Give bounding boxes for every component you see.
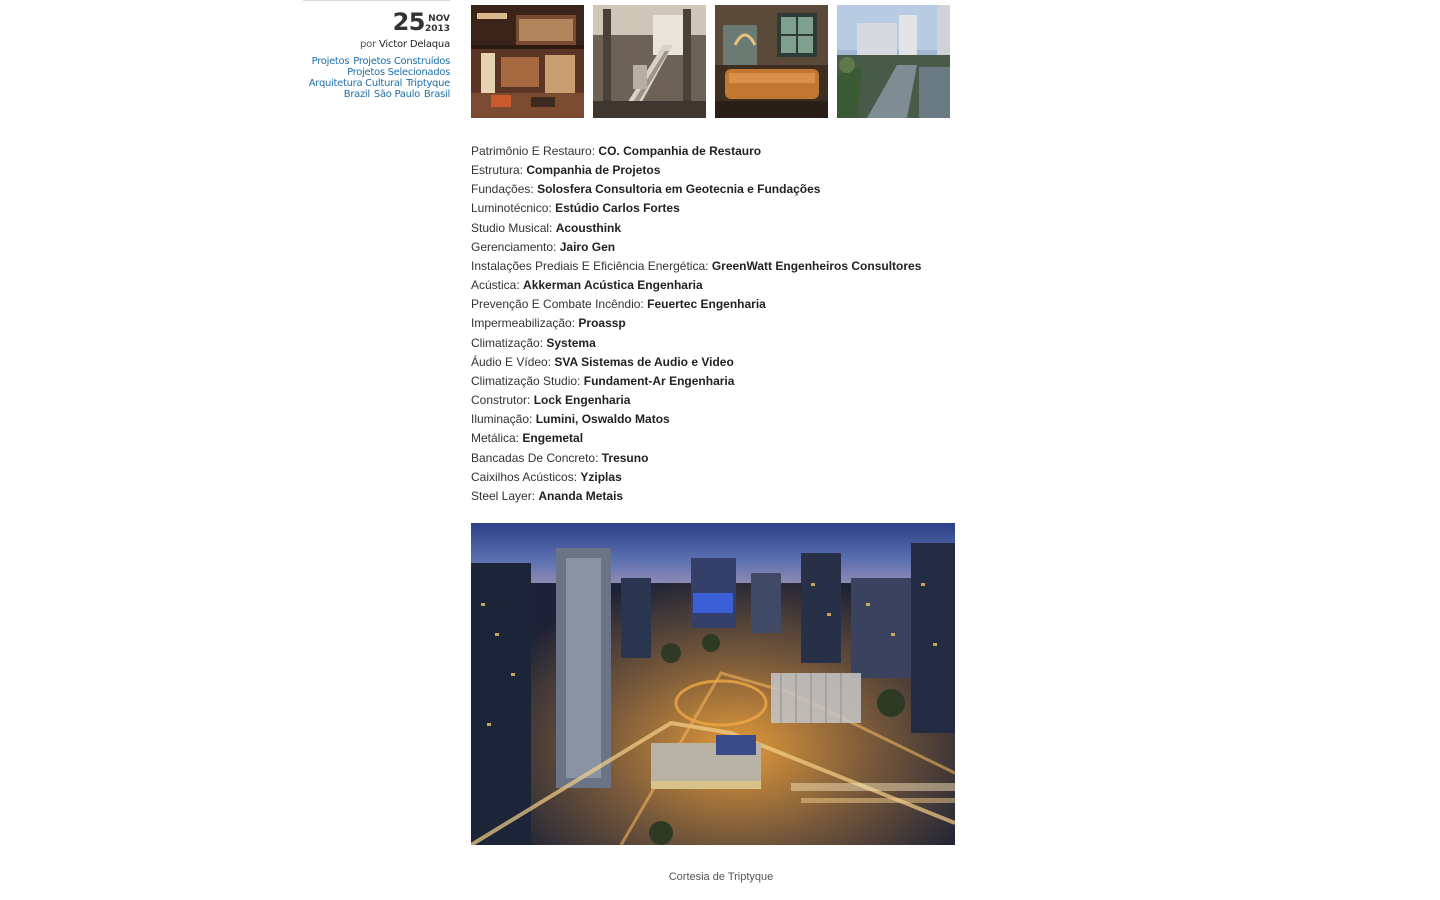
credit-row [471, 468, 991, 487]
credit-value: Proassp [578, 316, 626, 331]
tag-link[interactable]: São Paulo [373, 89, 420, 100]
credit-row [471, 142, 991, 161]
credit-value: Engemetal [522, 431, 584, 446]
credit-label: Fundações: [471, 182, 534, 197]
credit-label: Studio Musical: [471, 220, 553, 235]
credit-value: Feuertec Engenharia [647, 297, 766, 312]
gallery-thumbnail-4[interactable] [837, 5, 950, 118]
credit-value: Jairo Gen [559, 239, 616, 254]
credit-label: Áudio E Vídeo: [471, 354, 552, 369]
credit-value: Acousthink [555, 220, 622, 235]
credit-row [471, 238, 991, 257]
credit-value: CO. Companhia de Restauro [598, 144, 762, 158]
credit-value: Systema [546, 335, 596, 350]
credit-row [471, 334, 991, 353]
credit-row [471, 276, 991, 295]
credit-row [471, 161, 991, 180]
credit-label: Caixilhos Acústicos: [471, 469, 578, 484]
credit-row [471, 410, 991, 429]
credit-label: Bancadas De Concreto: [471, 450, 599, 465]
credit-value: Fundament-Ar Engenharia [583, 373, 735, 388]
tag-line [303, 78, 450, 89]
gallery-thumbnails [471, 5, 950, 118]
credit-label: Acústica: [471, 278, 520, 293]
credit-row [471, 487, 991, 506]
credit-value: GreenWatt Engenheiros Consultores [711, 258, 922, 273]
post-date-year: 2013 [424, 24, 450, 34]
credit-label: Metálica: [471, 431, 520, 446]
post-meta [303, 0, 450, 100]
gallery-thumbnail-2[interactable] [593, 5, 706, 118]
credit-value: Lock Engenharia [533, 393, 631, 408]
credit-label: Estrutura: [471, 163, 524, 178]
credit-value: Lumini, Oswaldo Matos [535, 412, 670, 427]
credit-value: Solosfera Consultoria em Geotecnia e Fundações [537, 182, 821, 197]
credit-row [471, 180, 991, 199]
credit-row [471, 449, 991, 468]
credit-row [471, 295, 991, 314]
tag-link[interactable]: Arquitetura Cultural [308, 78, 403, 89]
credit-label: Patrimônio E Restauro: [471, 144, 596, 158]
credit-label: Luminotécnico: [471, 201, 552, 216]
tag-link[interactable]: Projetos [311, 56, 350, 67]
credit-row [471, 314, 991, 333]
tag-link[interactable]: Projetos Selecionados [347, 67, 450, 78]
credit-value: Ananda Metais [538, 488, 624, 503]
tag-link[interactable]: Triptyque [406, 78, 450, 89]
credit-label: Climatização: [471, 335, 544, 350]
post-date [303, 10, 450, 36]
gallery-thumbnail-3[interactable] [715, 5, 828, 118]
credit-value: Companhia de Projetos [526, 163, 661, 178]
credit-value: Akkerman Acústica Engenharia [523, 278, 703, 293]
credit-label: Impermeabilização: [471, 316, 576, 331]
credit-row [471, 199, 991, 218]
city-night-photo[interactable] [471, 523, 955, 845]
author-link[interactable]: Victor Delaqua [379, 39, 450, 50]
credit-label: Climatização Studio: [471, 373, 581, 388]
credit-label: Instalações Prediais E Eficiência Energética: [471, 258, 709, 273]
tag-line [303, 67, 450, 78]
photo-caption: Cortesia de Triptyque [668, 871, 774, 883]
credit-label: Gerenciamento: [471, 239, 557, 254]
credit-row [471, 353, 991, 372]
credit-label: Construtor: [471, 393, 531, 408]
credit-row [471, 391, 991, 410]
credit-value: Tresuno [601, 450, 649, 465]
post-date-month: NOV [428, 14, 450, 24]
credit-label: Steel Layer: [471, 488, 536, 503]
gallery-thumbnail-1[interactable] [471, 5, 584, 118]
tag-link[interactable]: Projetos Construídos [353, 56, 450, 67]
credit-row [471, 429, 991, 448]
credit-row [471, 257, 991, 276]
credit-value: Estúdio Carlos Fortes [555, 201, 680, 216]
credit-value: SVA Sistemas de Audio e Video [554, 354, 734, 369]
tag-link[interactable]: Brazil [343, 89, 370, 100]
tag-line [303, 89, 450, 100]
post-date-month-year [425, 14, 450, 34]
tag-line [303, 56, 450, 67]
byline-prefix: por [360, 39, 377, 50]
credit-label: Iluminação: [471, 412, 533, 427]
credit-row [471, 372, 991, 391]
tag-link[interactable]: Brasil [423, 89, 450, 100]
credit-row [471, 219, 991, 238]
project-credits [471, 142, 991, 506]
credit-value: Yziplas [580, 469, 622, 484]
post-tags [303, 56, 450, 100]
credit-label: Prevenção E Combate Incêndio: [471, 297, 644, 312]
post-byline [303, 39, 450, 50]
post-date-day: 25 [392, 8, 425, 36]
